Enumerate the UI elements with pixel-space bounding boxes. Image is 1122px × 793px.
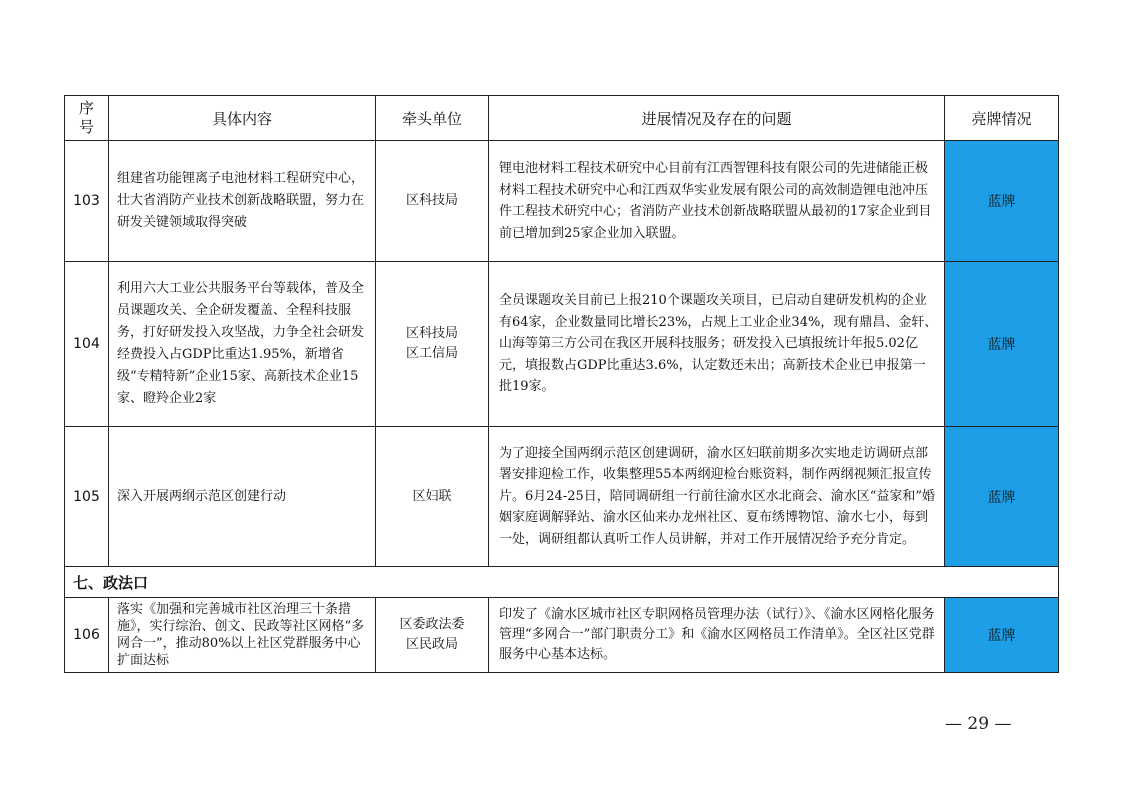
row-lead-unit: 区科技局 区工信局 <box>376 262 489 427</box>
header-progress: 进展情况及存在的问题 <box>489 96 945 141</box>
row-lead-unit: 区委政法委 区民政局 <box>376 598 489 673</box>
row-content: 深入开展两纲示范区创建行动 <box>109 427 376 567</box>
section-row <box>65 567 1059 598</box>
status-badge: 蓝牌 <box>945 598 1059 673</box>
row-progress: 全员课题攻关目前已上报210个课题攻关项目，已启动自建研发机构的企业有64家，企业数量同比增长23%，占规上工业企业34%，现有鼎昌、金轩、山海等第三方公司在我区开展科技服务；研发投入已填报统计年报5.02亿元，填报数占GDP比重达3.6%，认定数还未出；高新技术企业已申报第一批19家。 <box>489 262 945 427</box>
table-row <box>65 141 1059 262</box>
row-content: 利用六大工业公共服务平台等载体，普及全员课题攻关、全企研发覆盖、全程科技服务，打好研发投入攻坚战，力争全社会研发经费投入占GDP比重达1.95%，新增省级“专精特新”企业15家、高新技术企业15家、瞪羚企业2家 <box>109 262 376 427</box>
row-progress: 锂电池材料工程技术研究中心目前有江西智锂科技有限公司的先进储能正极材料工程技术研究中心和江西双华实业发展有限公司的高效制造锂电池冲压件工程技术研究中心；省消防产业技术创新战略联盟从最初的17家企业到目前已增加到25家企业加入联盟。 <box>489 141 945 262</box>
row-content: 落实《加强和完善城市社区治理三十条措施》，实行综治、创文、民政等社区网格“多网合一”，推动80%以上社区党群服务中心扩面达标 <box>109 598 376 673</box>
row-progress: 为了迎接全国两纲示范区创建调研，渝水区妇联前期多次实地走访调研点部署安排迎检工作，收集整理55本两纲迎检台账资料，制作两纲视频汇报宣传片。6月24-25日，陪同调研组一行前往渝水区水北商会、渝水区“益家和”婚姻家庭调解驿站、渝水区仙来办龙州社区、夏布绣博物馆、渝水七小，每到一处，调研组都认真听工作人员讲解，并对工作开展情况给予充分肯定。 <box>489 427 945 567</box>
table-row <box>65 427 1059 567</box>
progress-table <box>64 95 1059 673</box>
row-number: 105 <box>65 427 109 567</box>
row-lead-unit: 区科技局 <box>376 141 489 262</box>
header-status: 亮牌情况 <box>945 96 1059 141</box>
table-header-row <box>65 96 1059 141</box>
row-progress: 印发了《渝水区城市社区专职网格员管理办法（试行）》、《渝水区网格化服务管理“多网合一”部门职责分工》和《渝水区网格员工作清单》。全区社区党群服务中心基本达标。 <box>489 598 945 673</box>
page-number: — 29 — <box>945 714 1012 734</box>
row-number: 104 <box>65 262 109 427</box>
row-number: 106 <box>65 598 109 673</box>
status-badge: 蓝牌 <box>945 141 1059 262</box>
header-unit: 牵头单位 <box>376 96 489 141</box>
section-title: 七、政法口 <box>65 567 1059 598</box>
header-content: 具体内容 <box>109 96 376 141</box>
status-badge: 蓝牌 <box>945 427 1059 567</box>
row-lead-unit: 区妇联 <box>376 427 489 567</box>
status-badge: 蓝牌 <box>945 262 1059 427</box>
table-row <box>65 262 1059 427</box>
row-content: 组建省功能锂离子电池材料工程研究中心，壮大省消防产业技术创新战略联盟，努力在研发关键领域取得突破 <box>109 141 376 262</box>
table-row <box>65 598 1059 673</box>
header-no: 序 号 <box>65 96 109 141</box>
row-number: 103 <box>65 141 109 262</box>
